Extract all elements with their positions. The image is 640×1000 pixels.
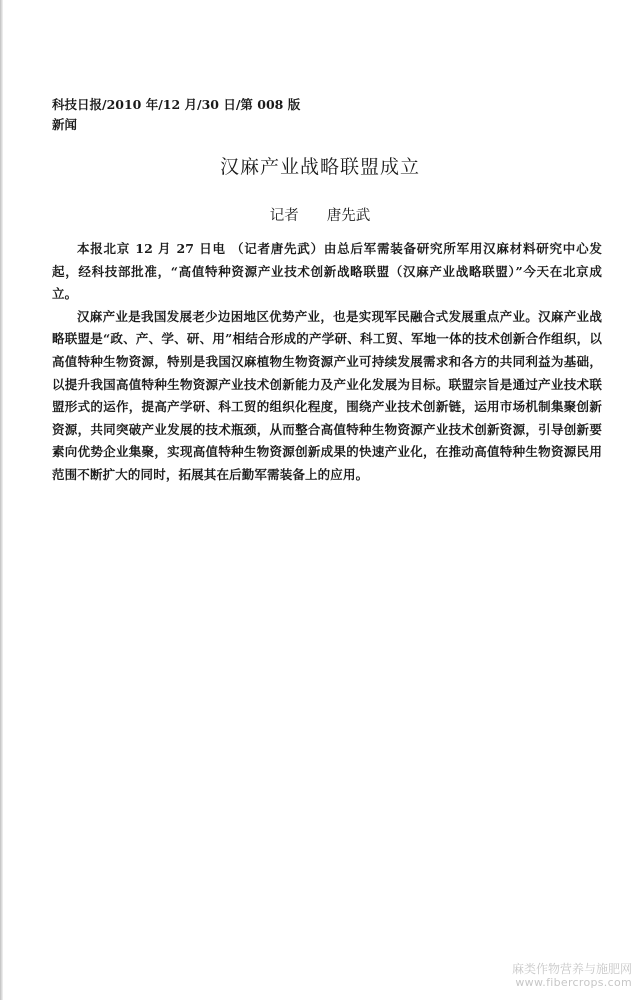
document-header <box>52 95 300 135</box>
byline-label: 记者 <box>269 208 299 224</box>
publication-section: 新闻 <box>52 117 78 132</box>
publication-source: 科技日报/2010 年/12 月/30 日/第 008 版 <box>52 97 301 112</box>
article-byline <box>0 204 640 225</box>
watermark-site-url: www.fibercrops.com <box>515 976 632 989</box>
site-watermark <box>492 962 632 990</box>
watermark-site-name: 麻类作物营养与施肥网 <box>511 962 632 976</box>
byline-name: 唐先武 <box>326 208 371 224</box>
page-edge-shadow <box>0 0 3 1000</box>
article-title: 汉麻产业战略联盟成立 <box>219 156 420 178</box>
article-paragraph: 汉麻产业是我国发展老少边困地区优势产业，也是实现军民融合式发展重点产业。汉麻产业战略联盟是“政、产、学、研、用”相结合形成的产学研、科工贸、军地一体的技术创新合作组织，以高值特种生物资源，特别是我国汉麻植物生物资源产业可持续发展需求和各方的共同利益为基础，以提升我国高值特种生物资源产业技术创新能力及产业化发展为目标。联盟宗旨是通过产业技术联盟形式的运作，提高产学研、科工贸的组织化程度，围绕产业技术创新链，运用市场机制集聚创新资源，共同突破产业发展的技术瓶颈，从而整合高值特种生物资源产业技术创新资源，引导创新要素向优势企业集聚，实现高值特种生物资源创新成果的快速产业化，在推动高值特种生物资源民用范围不断扩大的同时，拓展其在后勤军需装备上的应用。 <box>52 308 602 482</box>
article-body <box>52 238 602 487</box>
article-paragraph: 本报北京 12 月 27 日电 （记者唐先武）由总后军需装备研究所军用汉麻材料研究中心发起，经科技部批准，“高值特种资源产业技术创新战略联盟（汉麻产业战略联盟）”今天在北京成立。 <box>52 241 602 302</box>
